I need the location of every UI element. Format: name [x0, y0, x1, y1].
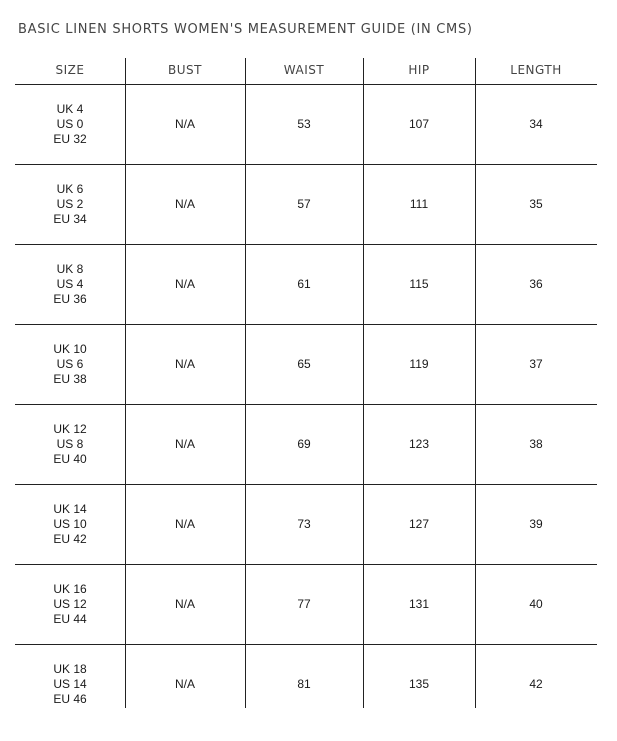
table-row [15, 485, 597, 565]
size-us: US 10 [53, 517, 87, 531]
size-us: US 4 [56, 277, 84, 291]
length-cell: 37 [529, 357, 543, 371]
size-eu: EU 34 [53, 212, 87, 226]
page-title: BASIC LINEN SHORTS WOMEN'S MEASUREMENT GUIDE (IN CMS) [18, 22, 473, 37]
column-header-size: SIZE [55, 62, 85, 77]
length-cell: 35 [529, 197, 543, 211]
size-cell [15, 485, 125, 564]
size-cell [15, 325, 125, 404]
size-eu: EU 36 [53, 292, 87, 306]
table-row [15, 85, 597, 165]
table-row [15, 165, 597, 245]
table-row [15, 245, 597, 325]
table-row [15, 645, 597, 724]
size-uk: UK 8 [56, 262, 84, 276]
length-cell: 39 [529, 517, 543, 531]
size-uk: UK 6 [56, 182, 84, 196]
length-cell: 40 [529, 597, 543, 611]
bust-cell: N/A [174, 277, 195, 291]
size-uk: UK 18 [53, 662, 87, 676]
size-uk: UK 14 [53, 502, 87, 516]
hip-cell: 107 [408, 117, 430, 131]
size-us: US 8 [56, 437, 84, 451]
column-header-waist: WAIST [283, 62, 325, 77]
size-cell [15, 165, 125, 244]
size-eu: EU 42 [53, 532, 87, 546]
bust-cell: N/A [174, 597, 195, 611]
column-header-bust: BUST [168, 62, 202, 77]
size-us: US 6 [56, 357, 84, 371]
size-uk: UK 12 [53, 422, 87, 436]
bust-cell: N/A [174, 197, 195, 211]
waist-cell: 73 [297, 517, 311, 531]
waist-cell: 57 [297, 197, 311, 211]
hip-cell: 115 [409, 277, 429, 291]
size-us: US 0 [56, 117, 84, 131]
column-header-hip: HIP [408, 62, 430, 77]
bust-cell: N/A [174, 357, 195, 371]
size-eu: EU 46 [53, 692, 87, 706]
waist-cell: 65 [297, 357, 311, 371]
waist-cell: 81 [297, 677, 311, 691]
size-us: US 12 [53, 597, 87, 611]
waist-cell: 77 [297, 597, 311, 611]
size-uk: UK 16 [53, 582, 87, 596]
length-cell: 38 [529, 437, 543, 451]
size-us: US 2 [56, 197, 84, 211]
size-uk: UK 4 [56, 102, 84, 116]
size-eu: EU 44 [53, 612, 87, 626]
size-cell [15, 245, 125, 324]
column-header-length: LENGTH [510, 62, 562, 77]
hip-cell: 135 [408, 677, 430, 691]
bust-cell: N/A [174, 677, 195, 691]
table-row [15, 325, 597, 405]
size-cell [15, 85, 125, 164]
bust-cell: N/A [174, 437, 195, 451]
bust-cell: N/A [174, 517, 195, 531]
waist-cell: 53 [297, 117, 311, 131]
size-eu: EU 32 [53, 132, 87, 146]
length-cell: 34 [529, 117, 543, 131]
size-eu: EU 38 [53, 372, 87, 386]
hip-cell: 119 [409, 357, 429, 371]
size-cell [15, 565, 125, 644]
waist-cell: 61 [297, 277, 311, 291]
hip-cell: 123 [408, 437, 430, 451]
table-row [15, 405, 597, 485]
size-cell [15, 405, 125, 484]
size-cell [15, 645, 125, 724]
size-uk: UK 10 [53, 342, 87, 356]
size-us: US 14 [53, 677, 87, 691]
bust-cell: N/A [174, 117, 195, 131]
hip-cell: 127 [408, 517, 430, 531]
length-cell: 36 [529, 277, 543, 291]
waist-cell: 69 [297, 437, 311, 451]
hip-cell: 111 [409, 197, 429, 211]
length-cell: 42 [529, 677, 543, 691]
size-eu: EU 40 [53, 452, 87, 466]
table-header-row [15, 56, 597, 85]
measurement-table [15, 56, 597, 724]
table-row [15, 565, 597, 645]
hip-cell: 131 [408, 597, 430, 611]
